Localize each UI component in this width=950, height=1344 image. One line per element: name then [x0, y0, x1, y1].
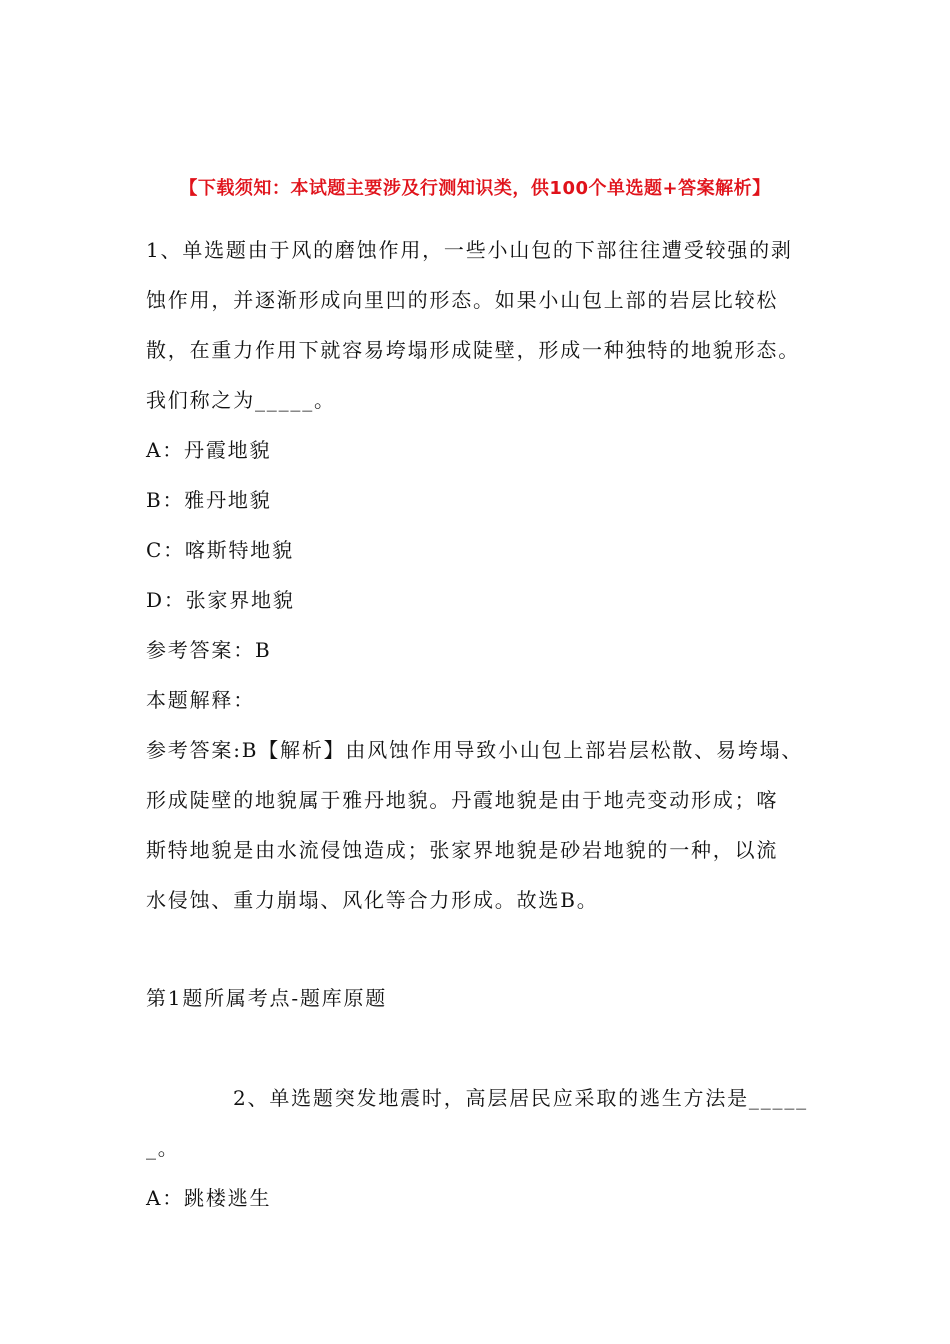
q2-option-a: A：跳楼逃生 — [146, 1186, 272, 1210]
q1-explanation-line-4: 水侵蚀、重力崩塌、风化等合力形成。故选B。 — [146, 888, 599, 912]
q1-option-d: D：张家界地貌 — [146, 588, 295, 612]
q1-stem-line-3: 散，在重力作用下就容易垮塌形成陡壁，形成一种独特的地貌形态。 — [146, 338, 800, 362]
q1-option-b: B：雅丹地貌 — [146, 488, 272, 512]
q1-explanation-label: 本题解释： — [146, 688, 255, 712]
q1-option-a: A：丹霞地貌 — [146, 438, 272, 462]
q1-explanation-line-1: 参考答案:B【解析】由风蚀作用导致小山包上部岩层松散、易垮塌、 — [146, 738, 804, 762]
q1-explanation-line-2: 形成陡壁的地貌属于雅丹地貌。丹霞地貌是由于地壳变动形成；喀 — [146, 788, 779, 812]
q1-option-c: C：喀斯特地貌 — [146, 538, 294, 562]
q2-stem-line-2: _。 — [146, 1136, 180, 1160]
q1-explanation-line-3: 斯特地貌是由水流侵蚀造成；张家界地貌是砂岩地貌的一种，以流 — [146, 838, 779, 862]
q1-stem-line-1: 1、单选题由于风的磨蚀作用，一些小山包的下部往往遭受较强的剥 — [146, 238, 793, 262]
q1-answer: 参考答案：B — [146, 638, 272, 662]
q1-stem-line-4: 我们称之为_____。 — [146, 388, 336, 412]
q2-stem-line-1: 2、单选题突发地震时，高层居民应采取的逃生方法是_____ — [233, 1086, 808, 1110]
download-notice: 【下载须知：本试题主要涉及行测知识类，供100个单选题+答案解析】 — [179, 178, 771, 199]
q1-stem-line-2: 蚀作用，并逐渐形成向里凹的形态。如果小山包上部的岩层比较松 — [146, 288, 779, 312]
q1-knowledge-point: 第1题所属考点-题库原题 — [146, 986, 388, 1010]
